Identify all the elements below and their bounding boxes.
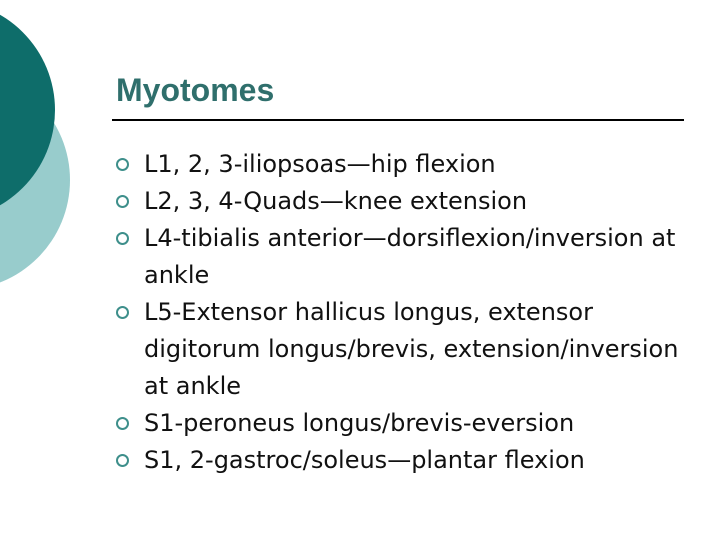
bullet-item	[112, 405, 692, 442]
bullet-item	[112, 183, 692, 220]
decorative-circles	[0, 0, 120, 300]
title-divider	[112, 119, 684, 121]
bullet-text: L5-Extensor hallicus longus, extensor digitorum longus/brevis, extension/inversion at ankle	[144, 298, 679, 400]
bullet-ring-icon	[116, 454, 129, 467]
bullet-item	[112, 294, 692, 405]
bullet-ring-icon	[116, 195, 129, 208]
bullet-list	[112, 146, 692, 479]
bullet-text: L4-tibialis anterior—dorsiflexion/inversion at ankle	[144, 224, 676, 289]
bullet-item	[112, 220, 692, 294]
bullet-ring-icon	[116, 232, 129, 245]
bullet-text: L1, 2, 3-iliopsoas—hip flexion	[144, 150, 496, 178]
bullet-text: S1-peroneus longus/brevis-eversion	[144, 409, 575, 437]
bullet-text: S1, 2-gastroc/soleus—plantar flexion	[144, 446, 585, 474]
bullet-text: L2, 3, 4-Quads—knee extension	[144, 187, 528, 215]
bullet-ring-icon	[116, 158, 129, 171]
bullet-ring-icon	[116, 417, 129, 430]
slide-title: Myotomes	[116, 72, 275, 108]
bullet-item	[112, 442, 692, 479]
bullet-ring-icon	[116, 306, 129, 319]
bullet-item	[112, 146, 692, 183]
